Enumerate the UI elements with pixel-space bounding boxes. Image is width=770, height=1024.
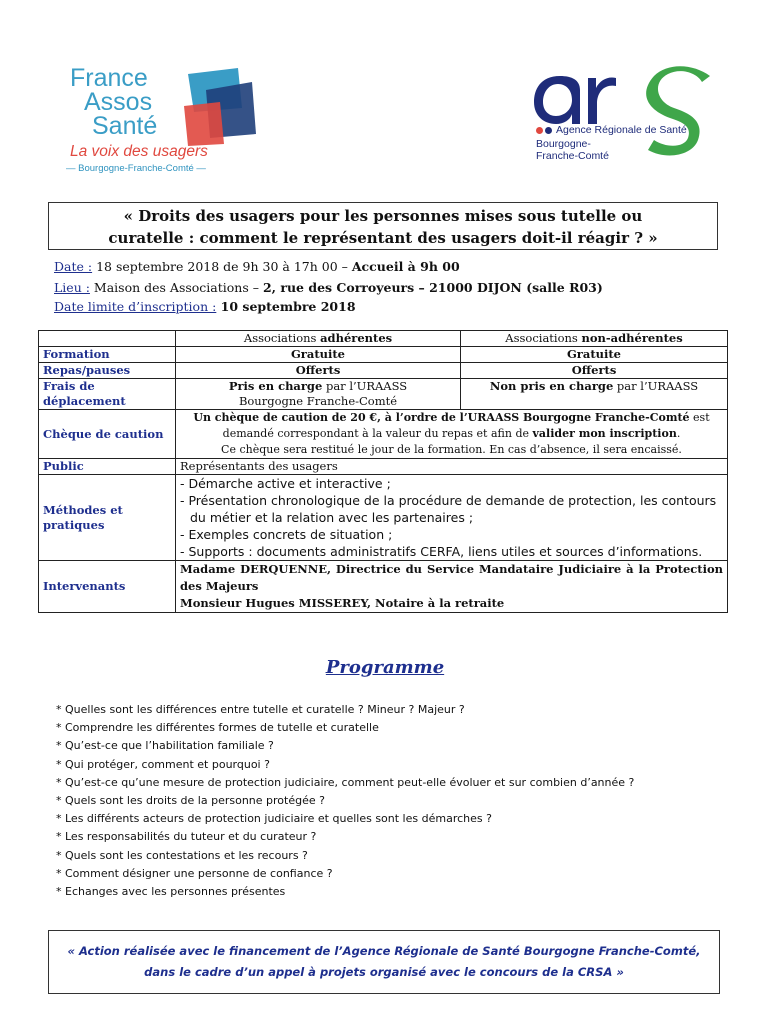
- frais-adh: [176, 379, 461, 410]
- date-label: Date :: [54, 259, 93, 274]
- cheque-line1: [180, 410, 723, 426]
- header-empty-cell: [39, 331, 176, 347]
- fas-logo-line2: Assos: [84, 88, 153, 116]
- frais-non-bold: Non pris en charge: [489, 379, 614, 393]
- methode-item-4: - Supports : documents administratifs CERFA, liens utiles et sources d’informations.: [180, 544, 703, 559]
- ars-red-dot-icon: [536, 127, 543, 134]
- list-item: * Qu’est-ce qu’une mesure de protection judiciaire, comment peut-elle évoluer et sur combien d’année ?: [56, 775, 635, 789]
- intervenant-1: Madame DERQUENNE, Directrice du Service Mandataire Judiciaire à la Protection des Majeurs: [180, 562, 723, 593]
- frais-adh-rest: par l’URAASS: [322, 379, 408, 393]
- fas-logo-shapes-icon: [180, 68, 258, 146]
- public-label: Public: [39, 459, 176, 475]
- table-row: [39, 410, 728, 459]
- header-non-adherentes: [461, 331, 728, 347]
- table-row: [39, 561, 728, 613]
- ars-region-line1: Bourgogne-: [536, 138, 591, 150]
- fas-logo-line3: Santé: [92, 112, 158, 140]
- date-line: [54, 259, 460, 274]
- repas-label: Repas/pauses: [39, 363, 176, 379]
- funding-line1: « Action réalisée avec le financement de l’Agence Régionale de Santé Bourgogne Franche-Comté,: [67, 944, 701, 958]
- frais-label: Frais de déplacement: [39, 379, 176, 410]
- table-row: [39, 379, 728, 410]
- table-row: [39, 347, 728, 363]
- title-line2: curatelle : comment le représentant des usagers doit-il réagir ? »: [108, 229, 658, 247]
- header-adh-prefix: Associations: [243, 331, 321, 345]
- lieu-label: Lieu :: [54, 280, 90, 295]
- public-value: Représentants des usagers: [176, 459, 728, 475]
- cheque-line3: Ce chèque sera restitué le jour de la formation. En cas d’absence, il sera encaissé.: [221, 443, 682, 456]
- table-row: [39, 363, 728, 379]
- cheque-value: [176, 410, 728, 459]
- frais-adh-line1: [180, 379, 456, 394]
- methode-item-2: - Présentation chronologique de la procédure de demande de protection, les contours du métier et la relation avec les partenaires ;: [180, 493, 717, 525]
- formation-adh: Gratuite: [176, 347, 461, 363]
- list-item: * Qui protéger, comment et pourquoi ?: [56, 757, 270, 771]
- programme-list: [56, 701, 634, 901]
- header-adherentes: [176, 331, 461, 347]
- frais-adh-bold: Pris en charge: [228, 379, 323, 393]
- repas-adh: Offerts: [176, 363, 461, 379]
- intervenants-label: Intervenants: [39, 561, 176, 613]
- ars-region-line2: Franche-Comté: [536, 150, 609, 162]
- programme-title: Programme: [325, 657, 445, 678]
- cheque-line2-post: .: [676, 427, 681, 440]
- formation-non: Gratuite: [461, 347, 728, 363]
- header-non-bold: non-adhérentes: [581, 331, 683, 345]
- frais-non: [461, 379, 728, 410]
- fas-logo-line1: France: [70, 64, 148, 92]
- info-table: [38, 330, 728, 613]
- intervenants-value: [176, 561, 728, 613]
- list-item: * Quels sont les contestations et les recours ?: [56, 848, 308, 862]
- cheque-line2-pre: demandé correspondant à la valeur du repas et afin de: [222, 427, 533, 440]
- list-item: * Les différents acteurs de protection judiciaire et quelles sont les démarches ?: [56, 812, 492, 826]
- deadline-line: [54, 299, 356, 314]
- lieu-line: [54, 280, 603, 295]
- list-item: * Quels sont les droits de la personne protégée ?: [56, 794, 325, 808]
- cheque-line2: [180, 426, 723, 442]
- ars-blue-dot-icon: [545, 127, 552, 134]
- methode-item-3: - Exemples concrets de situation ;: [180, 527, 393, 542]
- list-item: * Les responsabilités du tuteur et du curateur ?: [56, 830, 317, 844]
- methode-item-1: - Démarche active et interactive ;: [180, 476, 391, 491]
- table-row: [39, 459, 728, 475]
- funding-line2: dans le cadre d’un appel à projets organisé avec le concours de la CRSA »: [144, 965, 624, 979]
- cheque-label: Chèque de caution: [39, 410, 176, 459]
- list-item: * Comprendre les différentes formes de tutelle et curatelle: [56, 721, 379, 735]
- list-item: * Quelles sont les différences entre tutelle et curatelle ? Mineur ? Majeur ?: [56, 703, 465, 716]
- methodes-label: Méthodes et pratiques: [39, 475, 176, 561]
- frais-adh-line2: Bourgogne Franche-Comté: [238, 394, 398, 408]
- list-item: * Echanges avec les personnes présentes: [56, 885, 286, 899]
- document-title: [48, 202, 718, 250]
- date-value: 18 septembre 2018 de 9h 30 à 17h 00 –: [92, 259, 352, 274]
- header-adh-bold: adhérentes: [320, 331, 393, 345]
- lieu-value: Maison des Associations –: [89, 280, 263, 295]
- table-header-row: [39, 331, 728, 347]
- frais-non-rest: par l’URAASS: [613, 379, 699, 393]
- ars-region: [536, 138, 609, 162]
- cheque-line2-bold: valider mon inscription: [532, 427, 677, 440]
- funding-notice: [48, 930, 720, 994]
- methodes-value: [176, 475, 728, 561]
- header-non-prefix: Associations: [505, 331, 582, 345]
- table-row: [39, 475, 728, 561]
- cheque-line1-rest: est: [689, 411, 710, 424]
- france-assos-sante-logo: [62, 60, 262, 180]
- list-item: * Qu’est-ce que l’habilitation familiale ?: [56, 739, 274, 753]
- date-accueil: Accueil à 9h 00: [351, 259, 460, 274]
- title-line1: « Droits des usagers pour les personnes mises sous tutelle ou: [123, 207, 643, 225]
- cheque-line1-bold: Un chèque de caution de 20 €, à l’ordre de l’URAASS Bourgogne Franche-Comté: [193, 411, 690, 424]
- lieu-address: 2, rue des Corroyeurs – 21000 DIJON (salle R03): [262, 280, 603, 295]
- formation-label: Formation: [39, 347, 176, 363]
- fas-logo-tagline: La voix des usagers: [70, 143, 208, 160]
- ars-logo: [526, 62, 726, 182]
- deadline-value: 10 septembre 2018: [216, 299, 356, 314]
- list-item: * Comment désigner une personne de confiance ?: [56, 866, 333, 880]
- fas-logo-region: — Bourgogne-Franche-Comté —: [66, 163, 206, 174]
- ars-agency-text: Agence Régionale de Santé: [556, 124, 687, 136]
- deadline-label: Date limite d’inscription :: [54, 299, 217, 314]
- intervenant-2: Monsieur Hugues MISSEREY, Notaire à la retraite: [180, 596, 505, 610]
- repas-non: Offerts: [461, 363, 728, 379]
- ars-agency-name: [536, 124, 687, 136]
